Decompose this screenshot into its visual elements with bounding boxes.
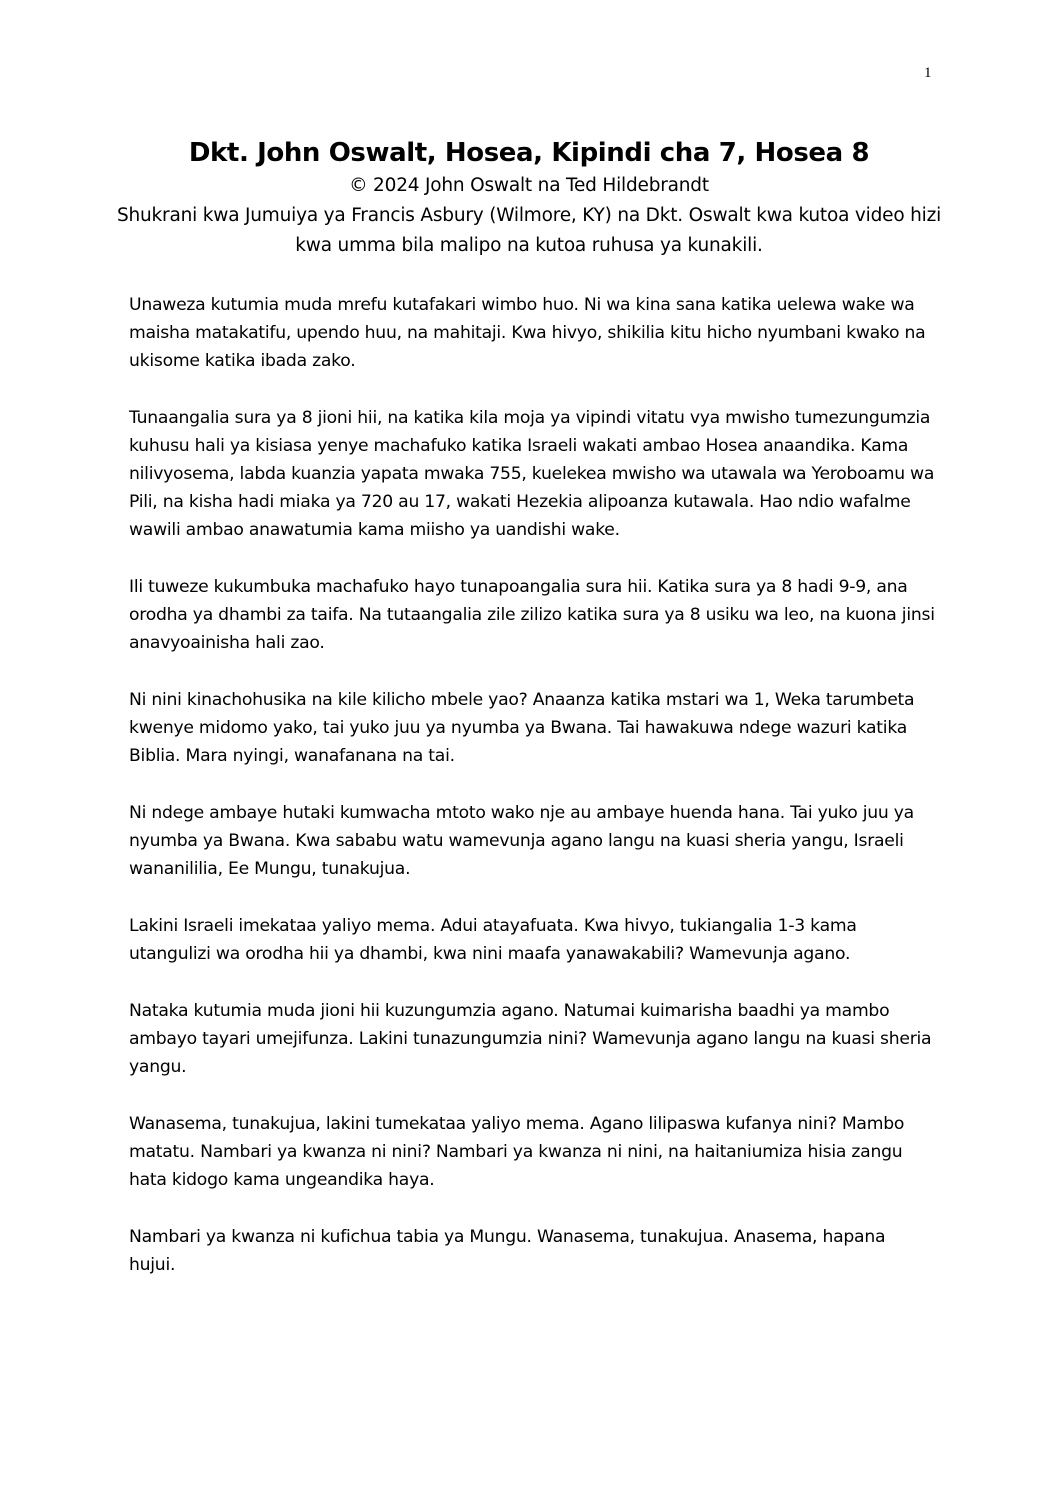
paragraph: Nambari ya kwanza ni kufichua tabia ya Mungu. Wanasema, tunakujua. Anasema, hapana hujui. [129, 1227, 886, 1275]
paragraph: Ili tuweze kukumbuka machafuko hayo tunapoangalia sura hii. Katika sura ya 8 hadi 9-9, ana orodha ya dhambi za taifa. Na tutaangalia zile zilizo katika sura ya 8 usiku wa leo, na kuona jinsi anavyoainisha hali zao. [129, 577, 935, 653]
paragraph: Ni nini kinachohusika na kile kilicho mbele yao? Anaanza katika mstari wa 1, Weka tarumbeta kwenye midomo yako, tai yuko juu ya nyumba ya Bwana. Tai hawakuwa ndege wazuri katika Biblia. Mara nyingi, wanafanana na tai. [129, 690, 915, 766]
document-header [100, 135, 958, 261]
paragraph: Wanasema, tunakujua, lakini tumekataa yaliyo mema. Agano lilipaswa kufanya nini? Mambo matatu. Nambari ya kwanza ni nini? Nambari ya kwanza ni nini, na haitaniumiza hisia zangu hata kidogo kama ungeandika haya. [129, 1114, 905, 1190]
copyright-line: © 2024 John Oswalt na Ted Hildebrandt [349, 175, 709, 196]
paragraph: Unaweza kutumia muda mrefu kutafakari wimbo huo. Ni wa kina sana katika uelewa wake wa maisha matakatifu, upendo huu, na mahitaji. Kwa hivyo, shikilia kitu hicho nyumbani kwako na ukisome katika ibada zako. [129, 295, 926, 371]
document-title: Dkt. John Oswalt, Hosea, Kipindi cha 7, Hosea 8 [188, 138, 870, 168]
page-number: 1 [924, 65, 932, 81]
paragraph: Tunaangalia sura ya 8 jioni hii, na katika kila moja ya vipindi vitatu vya mwisho tumezungumzia kuhusu hali ya kisiasa yenye machafuko katika Israeli wakati ambao Hosea anaandika. Kama nilivyosema, labda kuanzia yapata mwaka 755, kuelekea mwisho wa utawala wa Yeroboamu wa Pili, na kisha hadi miaka ya 720 au 17, wakati Hezekia alipoanza kutawala. Hao ndio wafalme wawili ambao anawatumia kama miisho ya uandishi wake. [129, 408, 935, 540]
paragraph: Lakini Israeli imekataa yaliyo mema. Adui atayafuata. Kwa hivyo, tukiangalia 1-3 kama utangulizi wa orodha hii ya dhambi, kwa nini maafa yanawakabili? Wamevunja agano. [129, 916, 857, 964]
body-text [129, 291, 935, 1308]
credits-line: Shukrani kwa Jumuiya ya Francis Asbury (Wilmore, KY) na Dkt. Oswalt kwa kutoa video hizi kwa umma bila malipo na kutoa ruhusa ya kunakili. [116, 205, 942, 256]
paragraph: Nataka kutumia muda jioni hii kuzungumzia agano. Natumai kuimarisha baadhi ya mambo ambayo tayari umejifunza. Lakini tunazungumzia nini? Wamevunja agano langu na kuasi sheria yangu. [129, 1001, 932, 1077]
paragraph: Ni ndege ambaye hutaki kumwacha mtoto wako nje au ambaye huenda hana. Tai yuko juu ya nyumba ya Bwana. Kwa sababu watu wamevunja agano langu na kuasi sheria yangu, Israeli wananililia, Ee Mungu, tunakujua. [129, 803, 914, 879]
